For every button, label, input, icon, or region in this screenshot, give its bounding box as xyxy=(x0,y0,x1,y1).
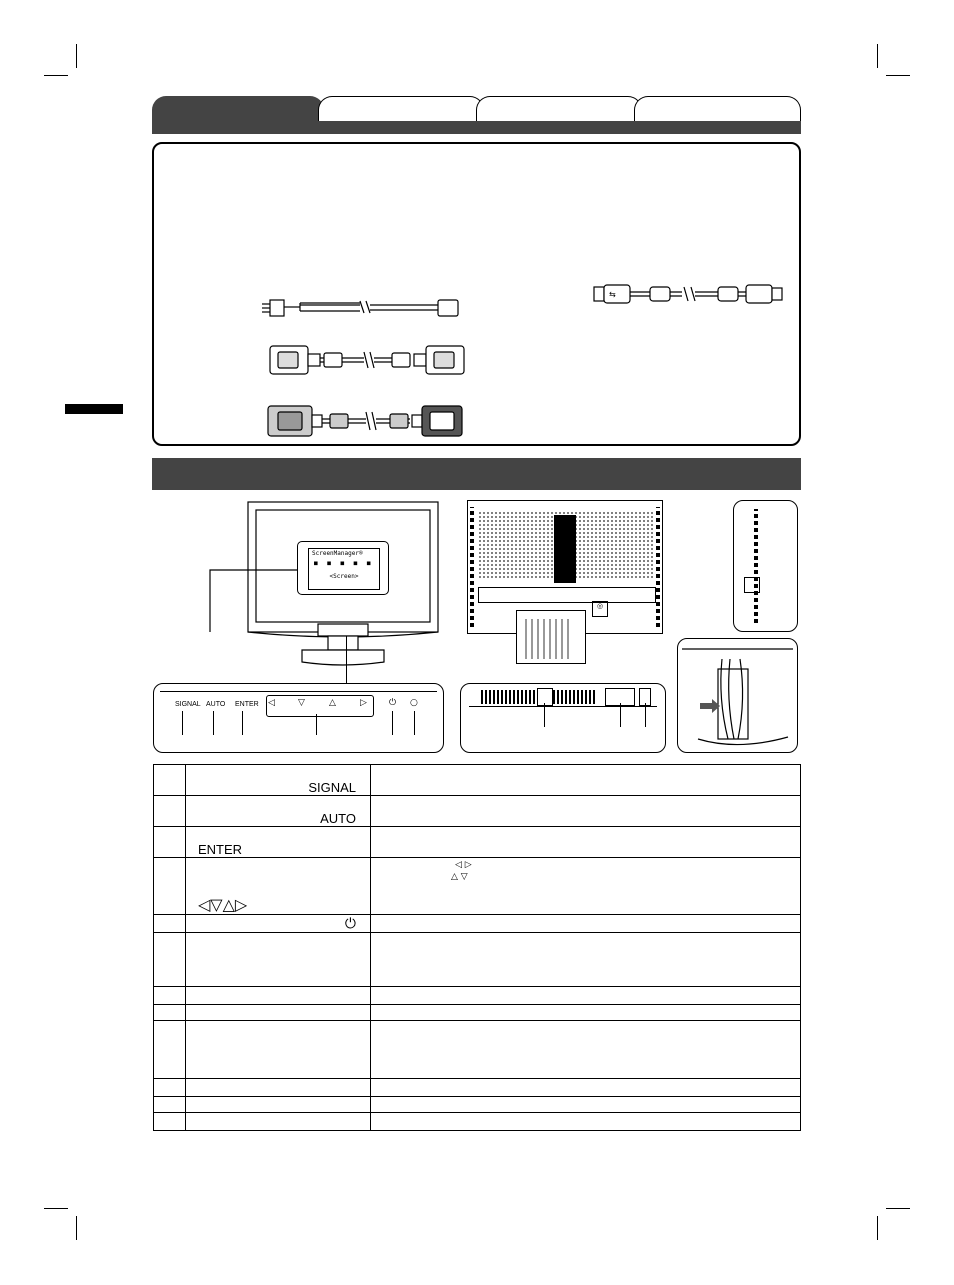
table-cell-number xyxy=(154,1097,186,1113)
table-row xyxy=(154,858,801,915)
power-button-icon[interactable]: ⏻ xyxy=(389,698,397,708)
crop-mark xyxy=(44,1208,68,1209)
table-row xyxy=(154,827,801,858)
leader-line xyxy=(213,711,214,735)
enter-button-label[interactable]: ENTER xyxy=(235,701,259,708)
crop-mark xyxy=(44,75,68,76)
menu-icons: ■ ■ ■ ■ ■ xyxy=(314,560,374,567)
table-cell-description xyxy=(371,858,801,915)
table-cell-description xyxy=(371,1113,801,1131)
table-row xyxy=(154,765,801,796)
table-cell-description xyxy=(371,1021,801,1079)
stand-illustration xyxy=(516,610,586,664)
table-row xyxy=(154,1005,801,1021)
power-indicator-icon: ○ xyxy=(410,698,418,708)
table-cell-number xyxy=(154,987,186,1005)
table-cell-number xyxy=(154,827,186,858)
table-cell-description xyxy=(371,765,801,796)
table-cell-description xyxy=(371,915,801,933)
table-cell-description xyxy=(371,933,801,987)
power-icon: ⏻ xyxy=(344,916,356,932)
side-detail-panel xyxy=(733,500,798,632)
tab-2[interactable] xyxy=(318,96,484,122)
tab-3[interactable] xyxy=(476,96,642,122)
table-cell-description xyxy=(371,1097,801,1113)
left-arrow-button[interactable]: ◁ xyxy=(268,698,275,708)
table-cell-name xyxy=(186,987,371,1005)
table-cell-number xyxy=(154,933,186,987)
dsub-cable-illustration xyxy=(266,402,466,440)
table-cell-description xyxy=(371,796,801,827)
crop-mark xyxy=(877,44,878,68)
svg-text:⇆: ⇆ xyxy=(609,290,616,299)
table-cell-number xyxy=(154,1021,186,1079)
tab-4[interactable] xyxy=(634,96,801,122)
table-row xyxy=(154,933,801,987)
leader-line xyxy=(620,703,621,727)
monitor-rear-illustration: ◎ xyxy=(467,500,663,634)
control-name: ENTER xyxy=(198,842,243,857)
auto-button-label[interactable]: AUTO xyxy=(206,701,226,708)
control-name: SIGNAL xyxy=(308,780,356,795)
tab-bar xyxy=(152,121,801,134)
control-name: AUTO xyxy=(320,811,356,826)
front-panel-callout xyxy=(346,636,347,684)
table-cell-description xyxy=(371,987,801,1005)
table-row xyxy=(154,1113,801,1131)
table-cell-description xyxy=(371,1079,801,1097)
leader-line xyxy=(182,711,183,735)
table-row xyxy=(154,915,801,933)
table-cell-name xyxy=(186,858,371,915)
leader-line xyxy=(392,711,393,735)
dvi-cable-illustration xyxy=(268,342,466,378)
up-arrow-button[interactable]: △ xyxy=(329,698,336,708)
table-cell-description xyxy=(371,827,801,858)
leader-line xyxy=(242,711,243,735)
leader-line xyxy=(316,714,317,735)
tab-1[interactable] xyxy=(152,96,324,122)
right-arrow-button[interactable]: ▷ xyxy=(360,698,367,708)
table-cell-name xyxy=(186,765,371,796)
table-row xyxy=(154,796,801,827)
arrows-icon: ◁▽△▷ xyxy=(198,895,248,914)
table-cell-name xyxy=(186,1097,371,1113)
screen-manager-menu xyxy=(297,541,389,595)
table-row xyxy=(154,1021,801,1079)
screen-manager-title: ScreenManager® xyxy=(312,550,363,557)
crop-mark xyxy=(886,1208,910,1209)
language-side-marker xyxy=(65,404,123,414)
table-cell-name xyxy=(186,796,371,827)
leader-line xyxy=(645,703,646,727)
leader-line xyxy=(544,703,545,727)
section-header-bar xyxy=(152,458,801,490)
table-row xyxy=(154,1097,801,1113)
down-arrow-button[interactable]: ▽ xyxy=(298,698,305,708)
table-cell-number xyxy=(154,1005,186,1021)
leader-line xyxy=(414,711,415,735)
table-cell-name xyxy=(186,1005,371,1021)
cable-holder-illustration xyxy=(678,639,797,752)
power-cord-illustration xyxy=(260,294,470,322)
table-cell-number xyxy=(154,765,186,796)
table-cell-name xyxy=(186,1113,371,1131)
connector-panel xyxy=(460,683,666,753)
table-row xyxy=(154,987,801,1005)
crop-mark xyxy=(886,75,910,76)
signal-button-label[interactable]: SIGNAL xyxy=(175,701,201,708)
table-cell-number xyxy=(154,858,186,915)
table-cell-number xyxy=(154,1079,186,1097)
table-cell-name xyxy=(186,933,371,987)
table-cell-name xyxy=(186,915,371,933)
table-cell-name xyxy=(186,1079,371,1097)
arrow-glyphs: △ ▽ xyxy=(451,872,468,882)
table-row xyxy=(154,1079,801,1097)
menu-item-screen: <Screen> xyxy=(329,573,359,580)
crop-mark xyxy=(877,1216,878,1240)
crop-mark xyxy=(76,44,77,68)
controls-panel xyxy=(153,683,444,753)
table-cell-name xyxy=(186,1021,371,1079)
cable-holder-panel xyxy=(677,638,798,753)
controls-table xyxy=(153,764,801,1131)
usb-cable-illustration xyxy=(592,282,792,306)
table-cell-number xyxy=(154,915,186,933)
table-cell-description xyxy=(371,1005,801,1021)
table-cell-name xyxy=(186,827,371,858)
table-cell-number xyxy=(154,796,186,827)
arrow-glyphs: ◁ ▷ xyxy=(455,860,472,870)
crop-mark xyxy=(76,1216,77,1240)
table-cell-number xyxy=(154,1113,186,1131)
